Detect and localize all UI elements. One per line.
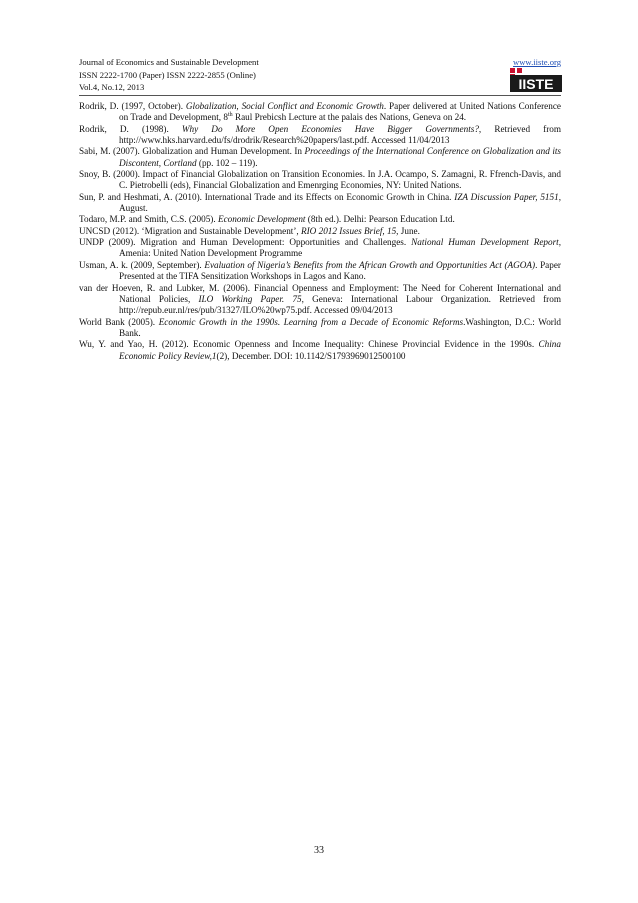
iiste-logo-icon bbox=[510, 68, 562, 92]
reference-sabi-2007: Sabi, M. (2007). Globalization and Human Development. In Proceedings of the International Conference on Globalization and its Discontent, Cortland (pp. 102 – 119). bbox=[79, 146, 561, 168]
reference-todaro-2005: Todaro, M.P. and Smith, C.S. (2005). Economic Development (8th ed.). Delhi: Pearson Education Ltd. bbox=[79, 214, 455, 225]
reference-worldbank-2005: World Bank (2005). Economic Growth in the 1990s. Learning from a Decade of Economic Reforms.Washington, D.C.: World Bank. bbox=[79, 316, 562, 338]
page-number: 33 bbox=[314, 845, 324, 856]
reference-rodrik-1998: Rodrik, D. (1998). Why Do More Open Economies Have Bigger Governments?, Retrieved from http://www.hks.harvard.edu/fs/drodrik/Research%20papers/last.pdf. Accessed 11/04/2013 bbox=[79, 123, 562, 146]
reference-sun-2010: Sun, P. and Heshmati, A. (2010). International Trade and its Effects on Economic Growth in China. IZA Discussion Paper, 5151, August. bbox=[79, 191, 561, 214]
page-header bbox=[79, 56, 561, 94]
reference-rodrik-1997: Rodrik, D. (1997, October). Globalization, Social Conflict and Economic Growth. Paper delivered at United Nations Conference on Trade and Development, 8th Raul Prebicsh Lecture at the palais des Nations, Geneva on 24. bbox=[79, 101, 562, 123]
journal-title: Journal of Economics and Sustainable Development bbox=[79, 57, 259, 67]
reference-list bbox=[79, 101, 561, 362]
issn-line: ISSN 2222-1700 (Paper) ISSN 2222-2855 (Online) bbox=[79, 69, 256, 80]
reference-usman-2009: Usman, A. k. (2009, September). Evaluation of Nigeria’s Benefits from the African Growth and Opportunities Act (AGOA). Paper Presented at the TIFA Sensitization Workshops in Lagos and Kano. bbox=[79, 259, 561, 282]
reference-vanderhoeven-2006: van der Hoeven, R. and Lubker, M. (2006). Financial Openness and Employment: The Need for Coherent International and National Policies, ILO Working Paper. 75, Geneva: International Labour Organization. Retrieved from http://repub.eur.nl/res/pub/31327/ILO%20wp75.pdf. Accessed 09/04/2013 bbox=[79, 282, 561, 316]
journal-url-link[interactable]: www.iiste.org bbox=[513, 57, 561, 67]
logo-text: IISTE bbox=[518, 76, 554, 92]
reference-uncsd-2012: UNCSD (2012). ‘Migration and Sustainable Development’, RIO 2012 Issues Brief, 15, June. bbox=[79, 225, 420, 236]
header-divider bbox=[79, 95, 561, 96]
reference-wu-2012: Wu, Y. and Yao, H. (2012). Economic Openness and Income Inequality: Chinese Provincial Evidence in the 1990s. China Economic Policy Review,1(2), December. DOI: 10.1142/S1793969012500100 bbox=[79, 339, 561, 361]
reference-snoy-2000: Snoy, B. (2000). Impact of Financial Globalization on Transition Economies. In J.A. Ocampo, S. Zamagni, R. Ffrench-Davis, and C. Pietrobelli (eds), Financial Globalization and Emenrging Economies, NY: United Nations. bbox=[79, 169, 561, 191]
reference-undp-2009: UNDP (2009). Migration and Human Development: Opportunities and Challenges. National Human Development Report, Amenia: United Nation Development Programme bbox=[79, 237, 562, 259]
volume-line: Vol.4, No.12, 2013 bbox=[79, 82, 145, 93]
iiste-logo bbox=[510, 68, 562, 92]
